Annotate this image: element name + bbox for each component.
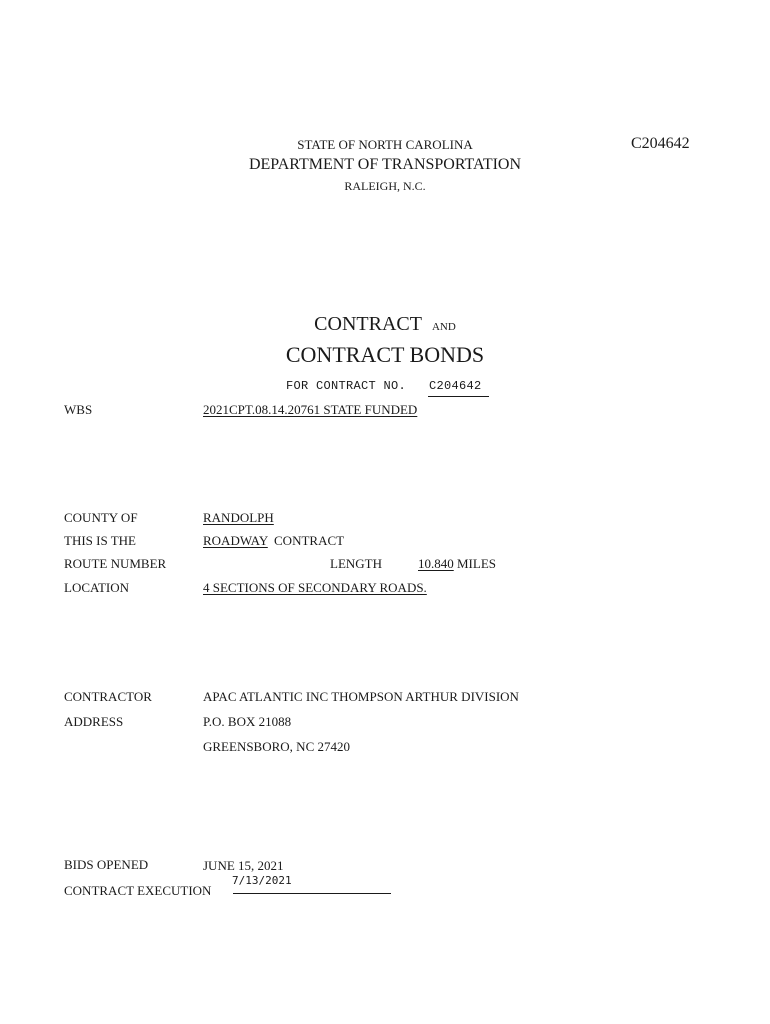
- route-number-label: ROUTE NUMBER: [64, 556, 167, 571]
- address-line-2: GREENSBORO, NC 27420: [203, 739, 350, 754]
- contract-execution-value: 7/13/2021: [232, 874, 292, 887]
- bids-opened-value: JUNE 15, 2021: [203, 858, 284, 873]
- length-value: 10.840: [418, 556, 454, 571]
- city-name: RALEIGH, N.C.: [344, 179, 426, 193]
- contract-execution-line: [233, 893, 391, 894]
- location-value: 4 SECTIONS OF SECONDARY ROADS.: [203, 580, 427, 595]
- county-label: COUNTY OF: [64, 510, 138, 525]
- bids-opened-label: BIDS OPENED: [64, 857, 149, 872]
- length-unit: MILES: [457, 556, 496, 571]
- title-contract: CONTRACT: [314, 313, 422, 335]
- state-name: STATE OF NORTH CAROLINA: [297, 137, 473, 152]
- contractor-label: CONTRACTOR: [64, 689, 152, 704]
- contract-type-line: [203, 534, 344, 547]
- length-line: [418, 557, 496, 570]
- contract-word: CONTRACT: [274, 533, 345, 548]
- county-value: RANDOLPH: [203, 510, 274, 525]
- contract-type-value: ROADWAY: [203, 533, 268, 548]
- contractor-name: APAC ATLANTIC INC THOMPSON ARTHUR DIVISION: [203, 689, 519, 704]
- contract-id-corner: C204642: [631, 135, 690, 152]
- title-and: AND: [431, 321, 456, 333]
- contract-execution-label: CONTRACT EXECUTION: [64, 883, 212, 898]
- wbs-label: WBS: [64, 402, 93, 417]
- address-label: ADDRESS: [64, 714, 124, 729]
- for-contract-number: C204642: [429, 379, 482, 393]
- this-is-the-label: THIS IS THE: [64, 533, 136, 548]
- wbs-value: 2021CPT.08.14.20761 STATE FUNDED: [203, 402, 418, 417]
- department-name: DEPARTMENT OF TRANSPORTATION: [248, 156, 522, 173]
- for-contract-label: FOR CONTRACT NO.: [286, 379, 407, 393]
- title-contract-line: [0, 314, 770, 334]
- title-contract-bonds: CONTRACT BONDS: [285, 342, 485, 367]
- contract-number-underline: [428, 396, 489, 397]
- address-line-1: P.O. BOX 21088: [203, 714, 292, 729]
- location-label: LOCATION: [64, 580, 129, 595]
- length-label: LENGTH: [330, 556, 382, 571]
